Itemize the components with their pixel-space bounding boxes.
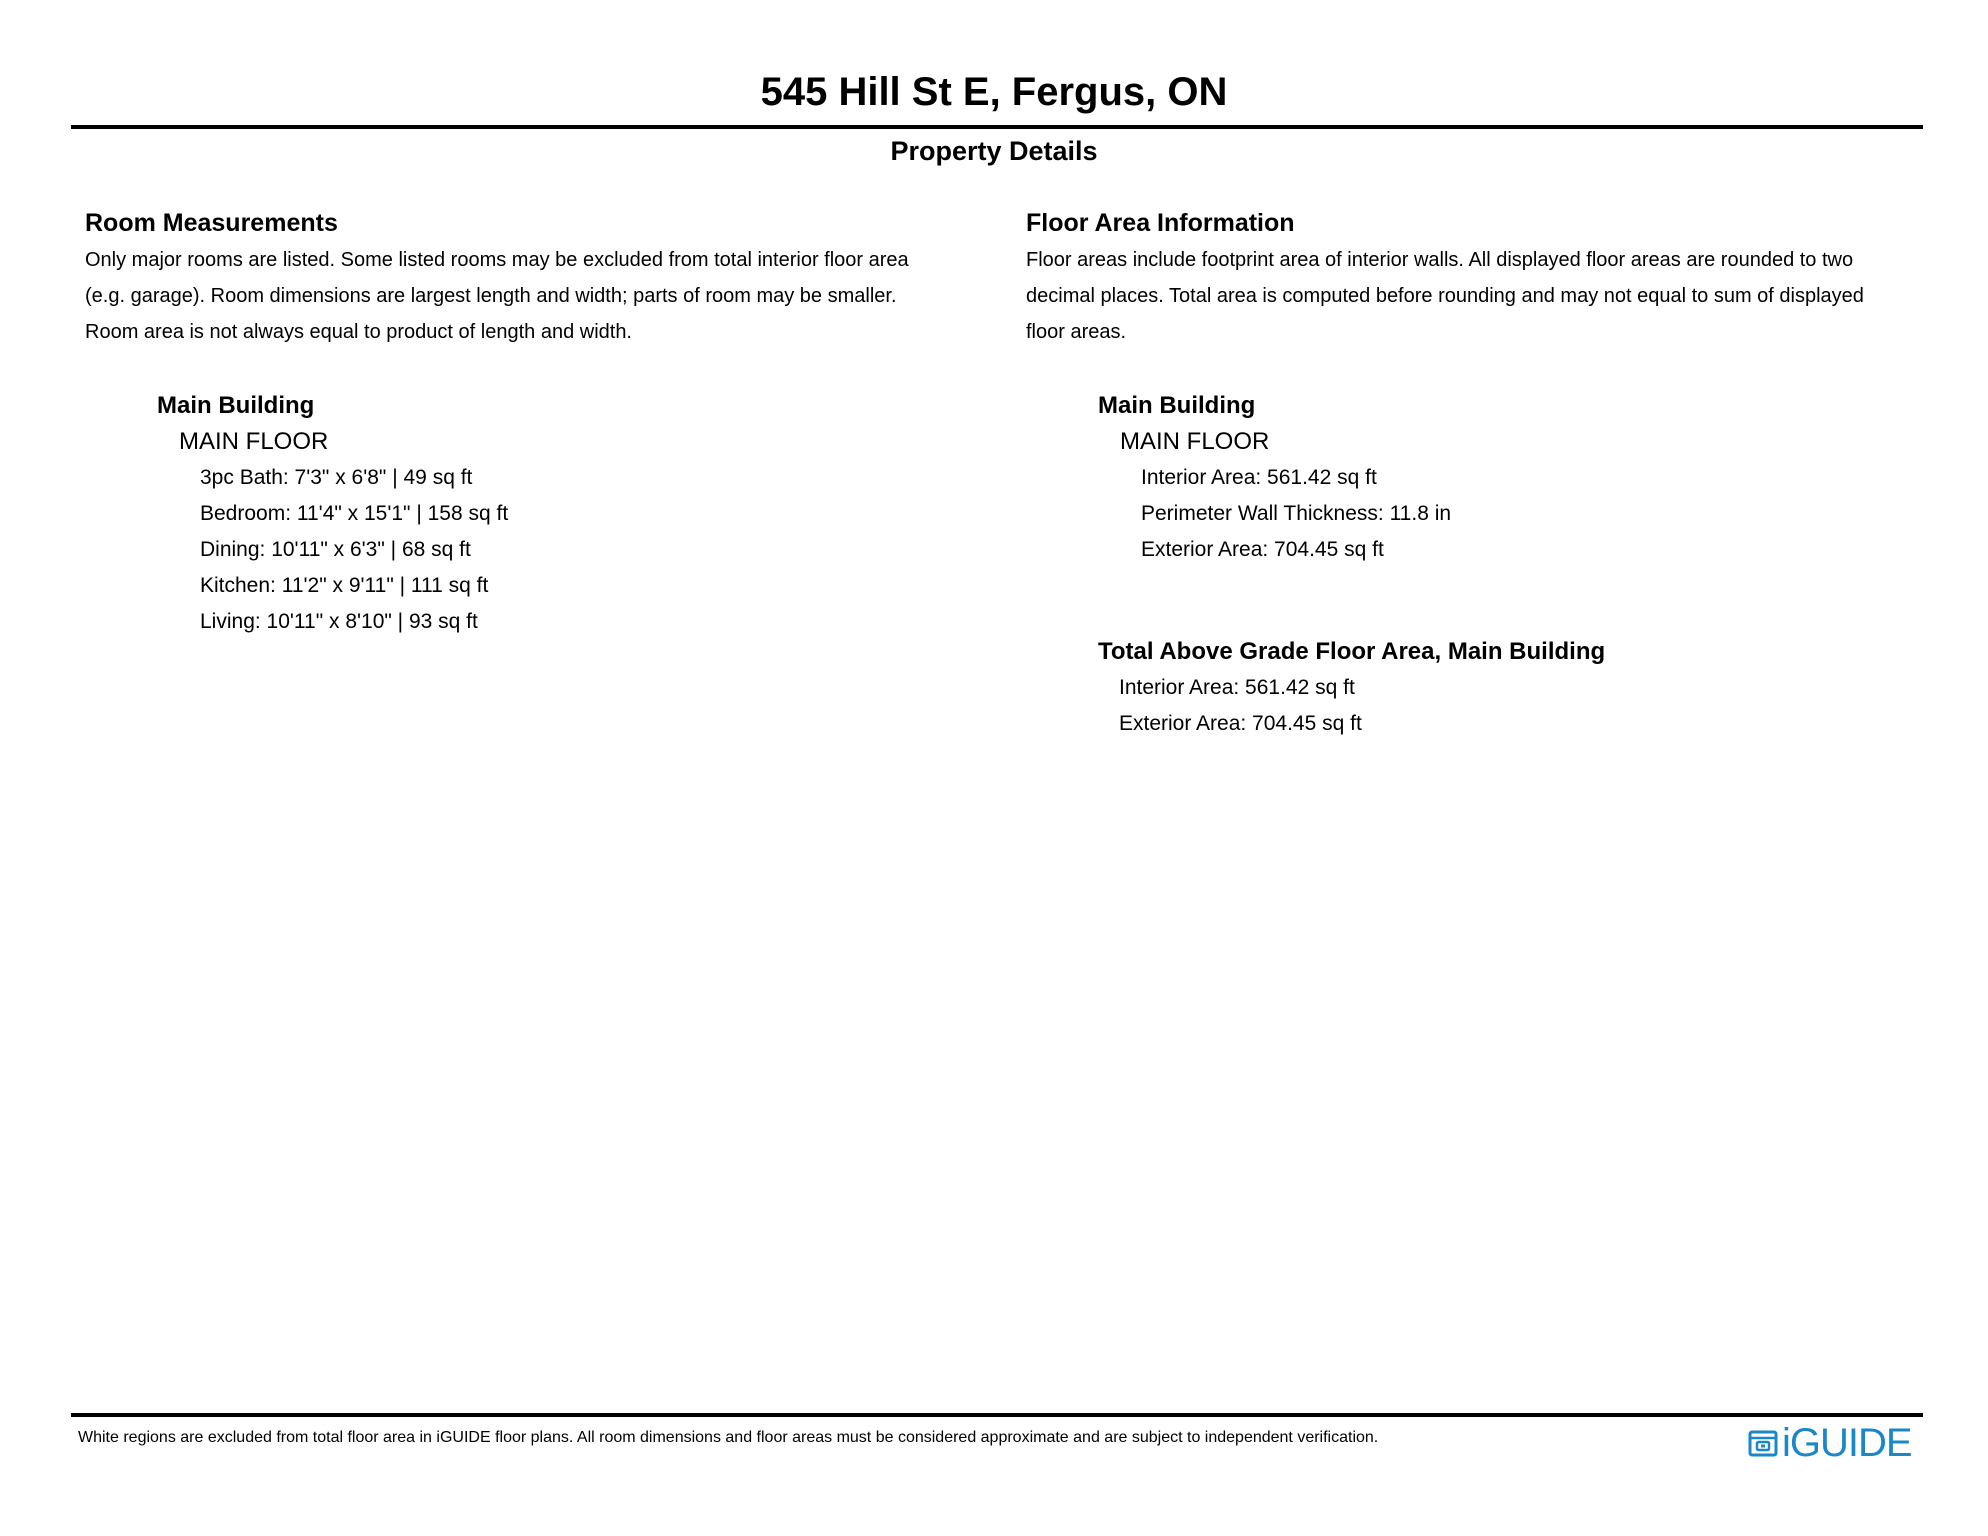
area-entry: Interior Area: 561.42 sq ft: [1141, 466, 1377, 489]
description-line: (e.g. garage). Room dimensions are largest length and width; parts of room may be smaller.: [85, 285, 897, 307]
floor-name: MAIN FLOOR: [1120, 428, 1270, 455]
description-line: decimal places. Total area is computed before rounding and may not equal to sum of displayed: [1026, 285, 1864, 307]
total-area-entry: Exterior Area: 704.45 sq ft: [1119, 712, 1362, 735]
description-line: Floor areas include footprint area of interior walls. All displayed floor areas are rounded to two: [1026, 249, 1854, 271]
building-name: Main Building: [157, 392, 315, 419]
room-entry: Kitchen: 11'2" x 9'11" | 111 sq ft: [200, 574, 489, 597]
floor-area-description: [1026, 242, 1966, 350]
room-entry: Dining: 10'11" x 6'3" | 68 sq ft: [200, 538, 471, 561]
floor-area-section: [1026, 204, 1966, 742]
room-entry: Living: 10'11" x 8'10" | 93 sq ft: [200, 610, 478, 633]
total-area-heading: Total Above Grade Floor Area, Main Building: [1098, 638, 1606, 665]
header-divider: [71, 125, 1923, 129]
floor-area-heading: Floor Area Information: [1026, 209, 1295, 237]
total-area-entry: Interior Area: 561.42 sq ft: [1119, 676, 1355, 699]
footer-divider: [71, 1413, 1923, 1417]
building-name: Main Building: [1098, 392, 1256, 419]
page-subtitle: Property Details: [890, 136, 1098, 166]
iguide-brand-text: iGUIDE: [1782, 1421, 1912, 1465]
page-title: 545 Hill St E, Fergus, ON: [760, 70, 1228, 114]
iguide-brand-logo: [1748, 1418, 1912, 1468]
room-building-block: [85, 388, 1025, 640]
room-entry: 3pc Bath: 7'3" x 6'8" | 49 sq ft: [200, 466, 473, 489]
room-measurements-heading: Room Measurements: [85, 209, 338, 237]
description-line: Only major rooms are listed. Some listed rooms may be excluded from total interior floor area: [85, 249, 909, 271]
floor-area-building-block: [1026, 388, 1966, 568]
room-measurements-section: [85, 204, 1025, 640]
room-measurements-description: [85, 242, 1025, 350]
area-entry: Exterior Area: 704.45 sq ft: [1141, 538, 1384, 561]
description-line: Room area is not always equal to product of length and width.: [85, 321, 632, 343]
description-line: floor areas.: [1026, 321, 1127, 343]
footer-disclaimer: White regions are excluded from total floor area in iGUIDE floor plans. All room dimensions and floor areas must be considered approximate and are subject to independent verification.: [78, 1429, 1379, 1446]
room-entry: Bedroom: 11'4" x 15'1" | 158 sq ft: [200, 502, 509, 525]
area-entry: Perimeter Wall Thickness: 11.8 in: [1141, 502, 1452, 525]
iguide-logo-icon: [1748, 1428, 1778, 1458]
floor-name: MAIN FLOOR: [179, 428, 329, 455]
